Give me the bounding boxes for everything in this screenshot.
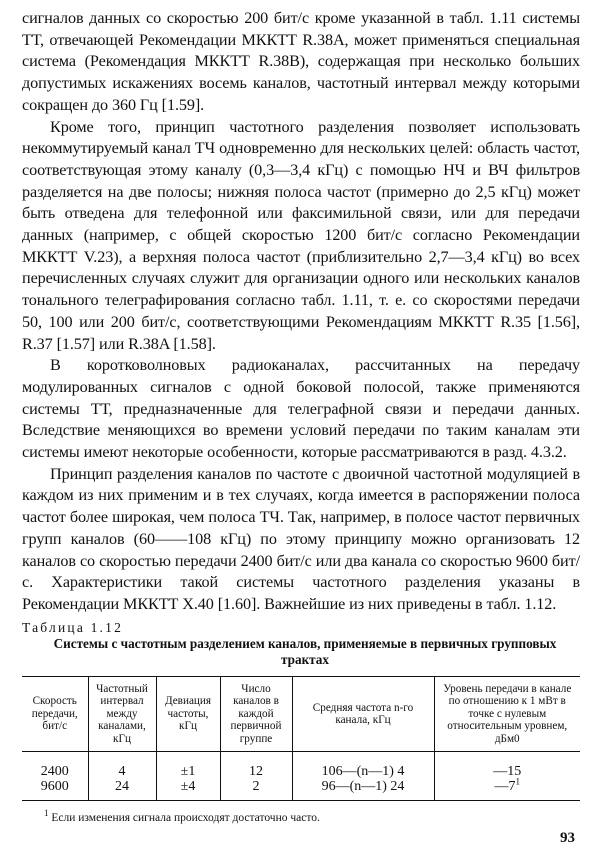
table-title: Системы с частотным разделением каналов, применяемые в первичных групповых трактах — [53, 636, 557, 667]
table-cell: 96—(n—1) 24 — [292, 779, 434, 801]
table-row — [22, 752, 580, 780]
header-level: Уровень передачи в канале по отношению к 1 мВт в точке с нулевым относительным уровнем, дБм0 — [434, 677, 580, 752]
footnote-mark: 1 — [44, 808, 49, 819]
footnote-ref: 1 — [515, 776, 520, 787]
paragraph-3: В коротковолновых радиоканалах, рассчитанных на передачу модулированных сигналов с одной боковой полосой, также применяются системы ТТ, предназначенные для телеграфной связи и передачи данных. Вследствие меняющихся во времени условий передачи по таким каналам эти системы имеют некоторые особенности, которые рассматриваются в разд. 4.3.2. — [22, 356, 580, 462]
table-cell: 2 — [220, 779, 292, 801]
table-caption: Таблица 1.12 — [22, 620, 124, 635]
paragraph-4: Принцип разделения каналов по частоте с двоичной частотной модуляцией в каждом из них применим и в тех случаях, когда имеется в распоряжении полоса частот более широкая, чем полоса ТЧ. Так, например, в полосе частот первичных групп каналов (60——108 кГц) по этому принципу можно организовать 12 каналов со скоростью передачи 2400 бит/с или два канала со скоростью 9600 бит/с. Характеристики такой системы частотного разделения указаны в Рекомендации МККТТ X.40 [1.60]. Важнейшие из них приведены в табл. 1.12. — [22, 464, 580, 613]
header-speed: Скорость передачи, бит/с — [22, 677, 88, 752]
header-deviation: Девиация частоты, кГц — [156, 677, 220, 752]
table-cell: 9600 — [22, 779, 88, 801]
table-cell — [434, 776, 580, 801]
body-text — [22, 8, 580, 616]
table-cell: 106—(n—1) 4 — [292, 752, 434, 780]
paragraph-2: Кроме того, принцип частотного разделения позволяет использовать некоммутируемый канал ТЧ одновременно для нескольких целей: область частот, соответствующая этому каналу (0,3—3,4 кГц) с помощью НЧ и ВЧ фильтров разделяется на две полосы; нижняя полоса частот (примерно до 2,5 кГц) может быть отведена для телефонной или факсимильной связи, или для передачи данных (например, с общей скоростью 1200 бит/с согласно Рекомендации МККТТ V.23), а верхняя полоса частот (приблизительно 2,7—3,4 кГц) во всех перечисленных случаях служит для организации одного или нескольких каналов тонального телеграфирования согласно табл. 1.11, т. е. со скоростями передачи 50, 100 или 200 бит/с, соответствующими Рекомендациям МККТТ R.35 [1.56], R.37 [1.57] или R.38A [1.58]. — [22, 117, 580, 353]
table-row — [22, 779, 580, 801]
table-cell: 2400 — [40, 764, 69, 779]
header-mean-frequency: Средняя частота n-го канала, кГц — [292, 677, 434, 752]
table-header-row — [22, 677, 580, 752]
header-channel-count: Число каналов в каждой первичной группе — [220, 677, 292, 752]
table-cell: ±1 — [156, 752, 220, 780]
header-interval: Частотный интервал между каналами, кГц — [88, 677, 156, 752]
table-cell: —15 — [434, 752, 580, 780]
level-value: —7 — [494, 779, 516, 794]
paragraph-1: сигналов данных со скоростью 200 бит/с кроме указанной в табл. 1.11 системы ТТ, отвечающей Рекомендации МККТТ R.38A, может применяться специальная система (Рекомендация МККТТ R.38B), содержащая при несколько больших допустимых искажениях восемь каналов, частотный интервал между которыми сокращен до 360 Гц [1.59]. — [22, 9, 580, 114]
table-cell: 4 — [88, 752, 156, 780]
footnote-text: Если изменения сигнала происходят достаточно часто. — [51, 812, 320, 824]
footnote — [44, 808, 320, 824]
page-number: 93 — [560, 830, 575, 846]
table-cell: ±4 — [156, 779, 220, 801]
table-cell: 24 — [88, 779, 156, 801]
data-table — [22, 676, 580, 801]
table-cell: 12 — [220, 752, 292, 780]
